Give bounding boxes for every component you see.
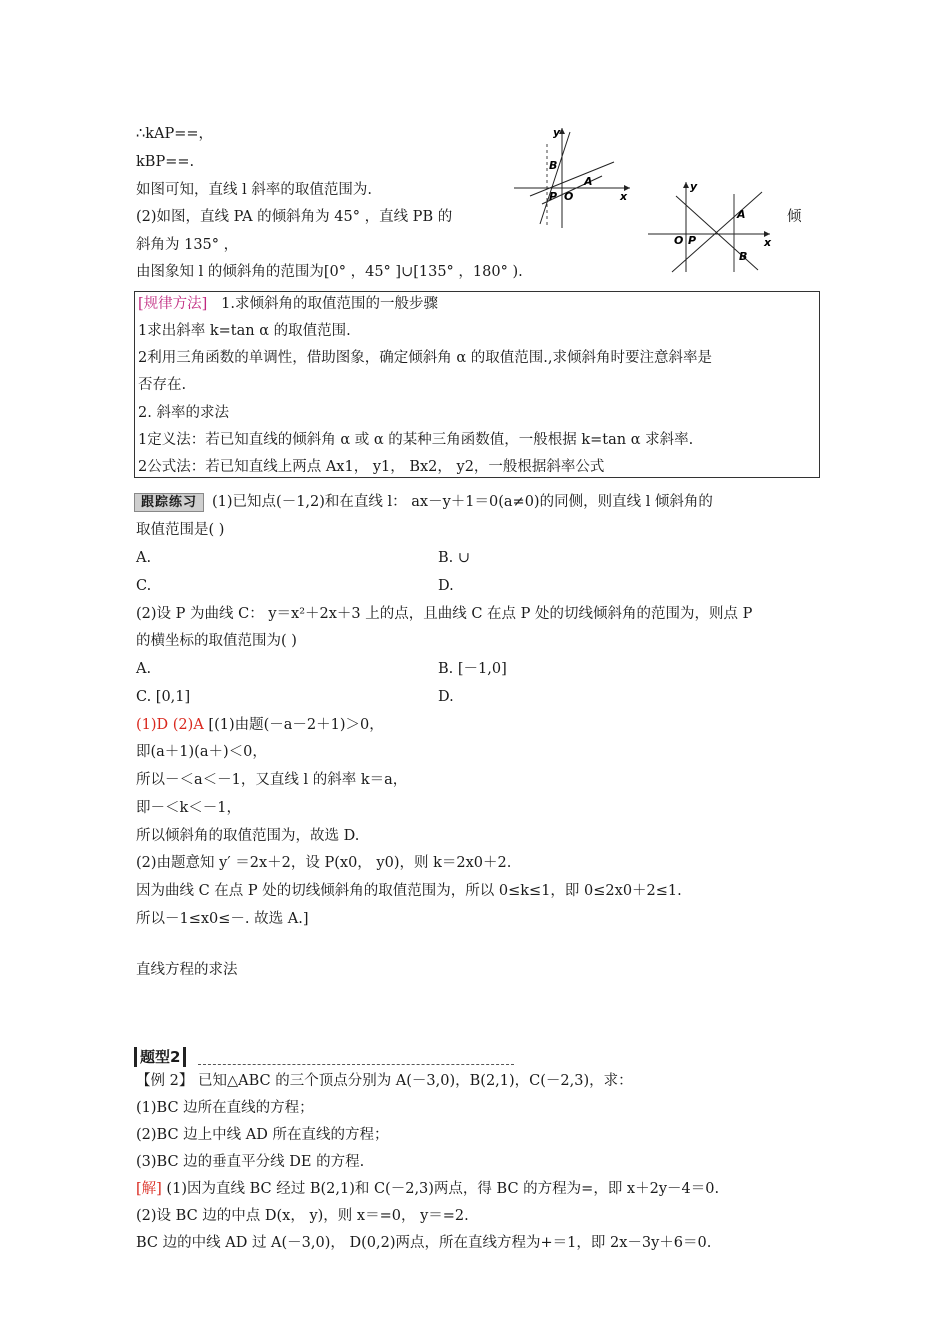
text-line: 所以倾斜角的取值范围为，故选 D. xyxy=(136,828,360,844)
point-label: B xyxy=(739,250,748,263)
question-text: (1)已知点(－1,2)和在直线 l： ax－y＋1＝0(a≠0)的同侧，则直线 l 倾斜角的 xyxy=(212,494,713,510)
section-heading: 直线方程的求法 xyxy=(136,962,238,978)
text-line: (2)设 BC 边的中点 D(x， y)，则 x＝=0， y＝=2. xyxy=(136,1208,469,1224)
text-line: (1)BC 边所在直线的方程； xyxy=(136,1100,314,1116)
method-line: 否存在. xyxy=(138,377,187,393)
point-label: B xyxy=(549,159,558,172)
answer-text: [(1)由题(－a－2＋1)＞0， xyxy=(203,717,384,733)
option-b: B. ∪ xyxy=(438,550,471,566)
text-line: 即－＜k＜－1， xyxy=(136,800,242,816)
point-label: O xyxy=(564,190,574,203)
axis-label: x xyxy=(620,190,628,203)
practice-question-1 xyxy=(134,492,713,512)
option-d: D. xyxy=(438,689,454,705)
answer-line xyxy=(136,715,384,735)
answer-key: (1)D (2)A xyxy=(136,717,204,733)
text-line: (2)由题意知 y′ ＝2x＋2，设 P(x0， y0)，则 k＝2x0＋2. xyxy=(136,855,512,871)
text-line: 取值范围是( ) xyxy=(136,522,225,538)
option-a: A. xyxy=(136,550,152,566)
solution-tag: [解] xyxy=(136,1181,162,1197)
option-b: B. [－1,0] xyxy=(438,661,507,677)
text-line: 所以－＜a＜－1，又直线 l 的斜率 k＝a， xyxy=(136,772,408,788)
point-label: P xyxy=(549,190,558,203)
point-label: O xyxy=(674,234,684,247)
figure-slope-diagram-1 xyxy=(512,124,632,230)
method-line: 2. 斜率的求法 xyxy=(138,405,229,421)
option-c: C. xyxy=(136,578,152,594)
dashed-divider xyxy=(198,1064,514,1065)
text-line: BC 边的中线 AD 过 A(－3,0)， D(0,2)两点，所在直线方程为+＝1，即 2x－3y＋6＝0. xyxy=(136,1235,712,1251)
option-c: C. [0,1] xyxy=(136,689,191,705)
text-line: ∴kAP==， xyxy=(136,126,214,142)
method-line: 1定义法：若已知直线的倾斜角 α 或 α 的某种三角函数值，一般根据 k=tan α 求斜率. xyxy=(138,432,694,448)
text-line: (2)如图，直线 PA 的倾斜角为 45° ，直线 PB 的 xyxy=(136,209,453,225)
text-line: 如图可知，直线 l 斜率的取值范围为. xyxy=(136,182,372,198)
option-d: D. xyxy=(438,578,454,594)
option-a: A. xyxy=(136,661,152,677)
axis-label: y xyxy=(690,180,698,193)
question-type-badge: 题型2 xyxy=(134,1047,186,1067)
method-heading: 1.求倾斜角的取值范围的一般步骤 xyxy=(221,296,438,312)
example-title: 【例 2】 已知△ABC 的三个顶点分别为 A(－3,0)，B(2,1)，C(－2,3)，求： xyxy=(136,1073,633,1089)
solution-line xyxy=(136,1179,719,1199)
figure-slope-diagram-2 xyxy=(646,178,774,274)
method-tag: [规律方法] xyxy=(138,296,208,312)
method-line: 1求出斜率 k=tan α 的取值范围. xyxy=(138,323,351,339)
text-line: 所以－1≤x0≤－. 故选 A.] xyxy=(136,911,309,927)
text-line: 因为曲线 C 在点 P 处的切线倾斜角的取值范围为，所以 0≤k≤1，即 0≤2x0＋2≤1. xyxy=(136,883,682,899)
text-line: 斜角为 135° ， xyxy=(136,237,239,253)
text-line: kBP==. xyxy=(136,154,195,170)
method-title xyxy=(138,294,438,314)
text-line: 倾 xyxy=(787,209,802,225)
point-label: A xyxy=(584,175,593,188)
method-line: 2公式法：若已知直线上两点 Ax1， y1， Bx2， y2，一般根据斜率公式 xyxy=(138,459,605,475)
point-label: P xyxy=(688,234,697,247)
text-line: (3)BC 边的垂直平分线 DE 的方程. xyxy=(136,1154,365,1170)
text-line: (2)BC 边上中线 AD 所在直线的方程； xyxy=(136,1127,389,1143)
axis-label: y xyxy=(553,126,561,139)
method-line: 2利用三角函数的单调性，借助图象，确定倾斜角 α 的取值范围.,求倾斜角时要注意斜率是 xyxy=(138,350,712,366)
practice-badge: 跟踪练习 xyxy=(134,493,204,512)
axis-label: x xyxy=(764,236,772,249)
text-line: 即(a＋1)(a＋)＜0， xyxy=(136,744,267,760)
text-line: 由图象知 l 的倾斜角的范围为[0° ，45° ]∪[135° ，180° ). xyxy=(136,264,523,280)
solution-text: (1)因为直线 BC 经过 B(2,1)和 C(－2,3)两点，得 BC 的方程为=，即 x＋2y－4＝0. xyxy=(161,1181,720,1197)
text-line: 的横坐标的取值范围为( ) xyxy=(136,633,297,649)
point-label: A xyxy=(737,208,746,221)
practice-question-2: (2)设 P 为曲线 C： y＝x²＋2x＋3 上的点，且曲线 C 在点 P 处的切线倾斜角的范围为，则点 P xyxy=(136,606,753,622)
